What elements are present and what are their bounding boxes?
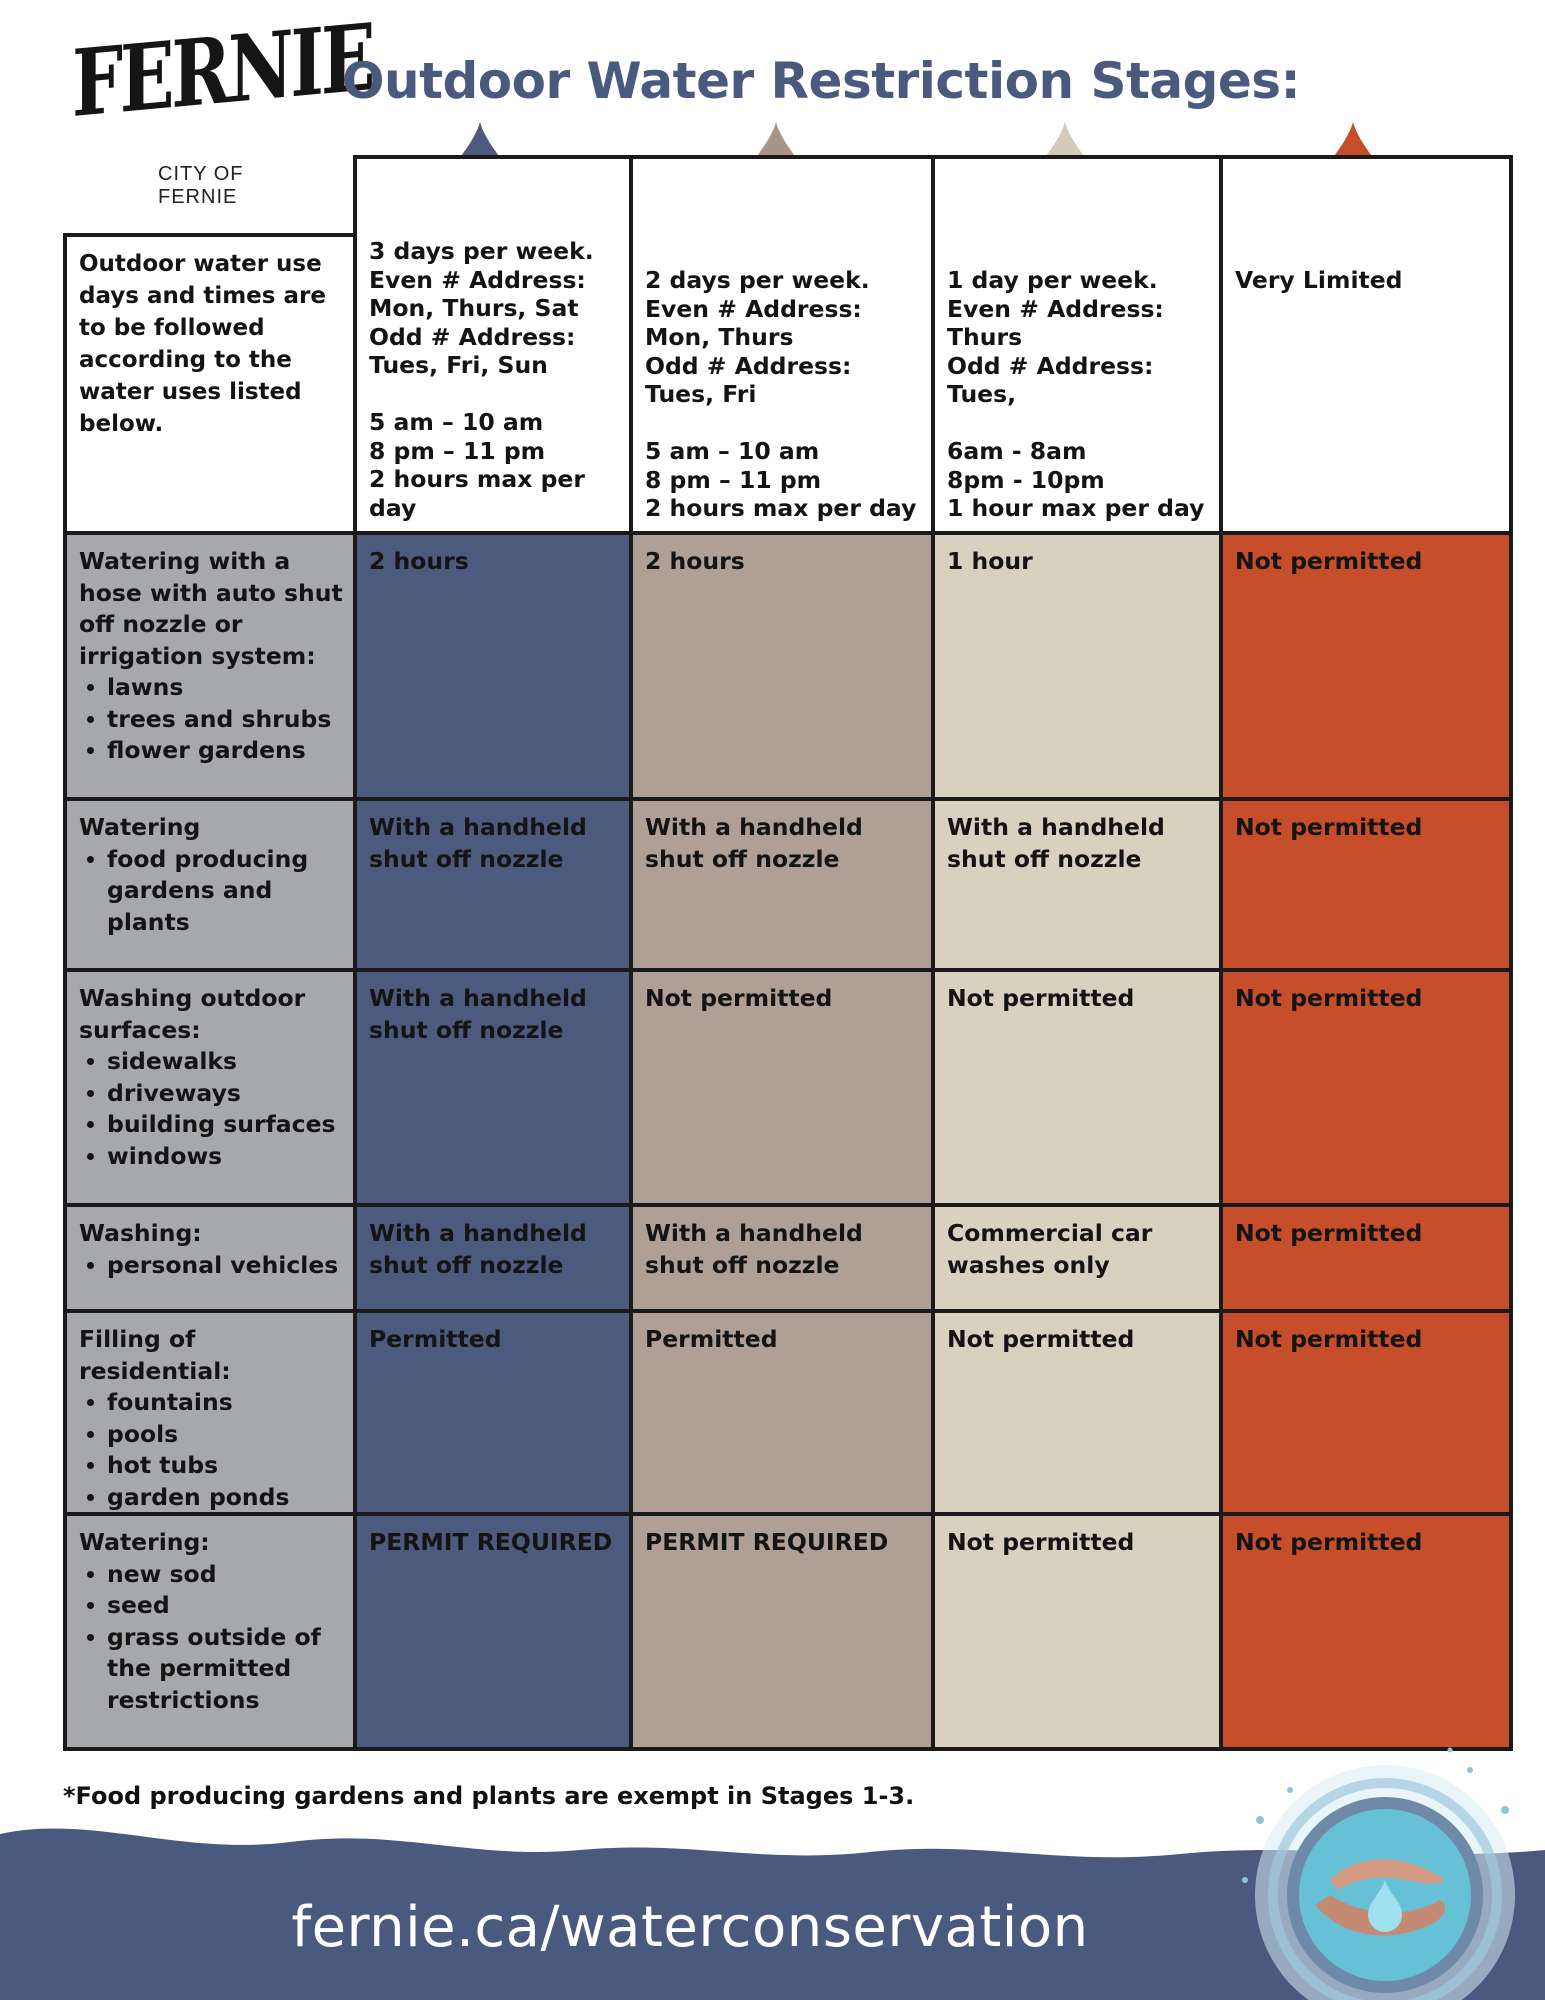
table-cell-stage-4: Not permitted [1219,797,1513,972]
stage-3-schedule: 1 day per week. Even # Address: Thurs Odd # Address: Tues, 6am - 8am 8pm - 10pm 1 hour max per day [931,155,1223,535]
list-item: garden ponds [107,1482,346,1514]
list-item: building surfaces [107,1109,346,1141]
row-items [79,1559,346,1717]
list-item: fountains [107,1387,346,1419]
table-cell-stage-3: Commercial car washes only [931,1203,1223,1313]
row-label-text: Watering: [79,1528,210,1556]
row-items [79,1387,346,1513]
table-cell-stage-3: With a handheld shut off nozzle [931,797,1223,972]
intro-cell [63,233,359,535]
row-label-vehicles [63,1203,359,1313]
restriction-table [63,155,1513,1755]
row-label-outdoor-surfaces [63,968,359,1207]
list-item: new sod [107,1559,346,1591]
table-cell-stage-2: Permitted [629,1309,935,1516]
list-item: grass outside of the permitted restrictions [107,1622,346,1717]
table-cell-stage-2: Not permitted [629,968,935,1207]
stage-2-schedule: 2 days per week. Even # Address: Mon, Thurs Odd # Address: Tues, Fri 5 am – 10 am 8 pm – 11 pm 2 hours max per day [629,155,935,535]
stage-4-schedule: Very Limited [1219,155,1513,535]
water-hands-badge-icon [1220,1730,1530,2000]
list-item: pools [107,1419,346,1451]
list-item: personal vehicles [107,1250,346,1282]
row-label-text: Watering with a hose with auto shut off nozzle or irrigation system: [79,547,343,670]
table-cell-stage-4: Not permitted [1219,1512,1513,1751]
table-cell-stage-3: Not permitted [931,1512,1223,1751]
page-title: Outdoor Water Restriction Stages: [342,52,1301,110]
table-cell-stage-2: With a handheld shut off nozzle [629,1203,935,1313]
table-cell-stage-1: PERMIT REQUIRED [353,1512,635,1751]
table-cell-stage-4: Not permitted [1219,1309,1513,1516]
row-label-hose-watering [63,531,359,801]
table-cell-stage-3: Not permitted [931,968,1223,1207]
table-cell-stage-1: With a handheld shut off nozzle [353,797,635,972]
table-cell-stage-1: 2 hours [353,531,635,801]
footer-url[interactable]: fernie.ca/waterconservation [291,1895,1089,1960]
list-item: seed [107,1590,346,1622]
row-label-residential-filling [63,1309,359,1516]
list-item: driveways [107,1078,346,1110]
table-cell-stage-1: With a handheld shut off nozzle [353,1203,635,1313]
row-label-new-sod [63,1512,359,1751]
list-item: sidewalks [107,1046,346,1078]
list-item: windows [107,1141,346,1173]
table-cell-stage-1: Permitted [353,1309,635,1516]
row-label-text: Washing outdoor surfaces: [79,984,306,1044]
row-items [79,1250,346,1282]
logo-wordmark: FERNIE [72,3,373,138]
logo-subtitle: CITY OF FERNIE [158,163,244,208]
table-cell-stage-4: Not permitted [1219,968,1513,1207]
list-item: hot tubs [107,1450,346,1482]
table-cell-stage-1: With a handheld shut off nozzle [353,968,635,1207]
table-cell-stage-2: PERMIT REQUIRED [629,1512,935,1751]
list-item: food producing gardens and plants [107,844,346,939]
table-cell-stage-4: Not permitted [1219,1203,1513,1313]
table-cell-stage-3: 1 hour [931,531,1223,801]
row-label-food-gardens [63,797,359,972]
row-label-text: Watering [79,813,201,841]
list-item: trees and shrubs [107,704,346,736]
table-cell-stage-2: With a handheld shut off nozzle [629,797,935,972]
stage-1-schedule: 3 days per week. Even # Address: Mon, Thurs, Sat Odd # Address: Tues, Fri, Sun 5 am – 10 am 8 pm – 11 pm 2 hours max per day [353,155,635,535]
intro-text: Outdoor water use days and times are to be followed according to the water uses listed below. [79,251,326,437]
table-cell-stage-3: Not permitted [931,1309,1223,1516]
row-label-text: Washing: [79,1219,202,1247]
table-cell-stage-4: Not permitted [1219,531,1513,801]
row-items [79,672,346,767]
list-item: flower gardens [107,735,346,767]
row-label-text: Filling of residential: [79,1325,231,1385]
footnote: *Food producing gardens and plants are exempt in Stages 1-3. [63,1782,915,1810]
table-cell-stage-2: 2 hours [629,531,935,801]
row-items [79,844,346,939]
list-item: lawns [107,672,346,704]
row-items [79,1046,346,1172]
